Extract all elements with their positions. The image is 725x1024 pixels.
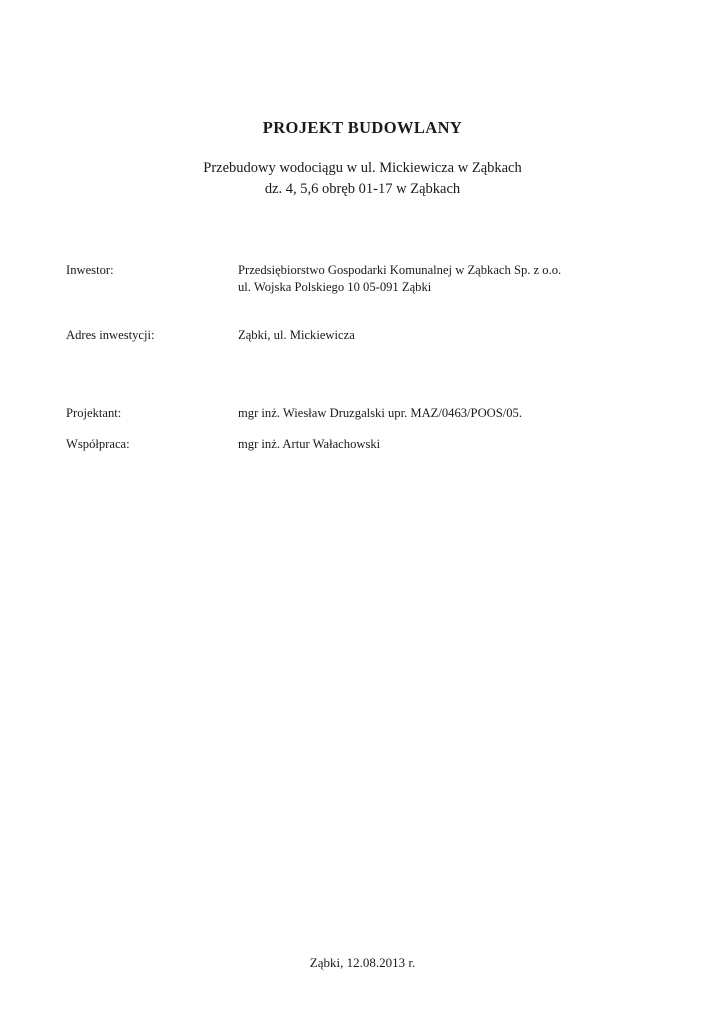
spacer-1 xyxy=(66,296,666,327)
field-row-investor xyxy=(66,262,666,296)
cooperation-label: Współpraca: xyxy=(66,437,130,451)
page-title: PROJEKT BUDOWLANY xyxy=(262,118,463,137)
investor-value-line-2: ul. Wojska Polskiego 10 05-091 Ząbki xyxy=(238,280,432,294)
designer-label: Projektant: xyxy=(66,406,122,420)
subtitle-line-2: dz. 4, 5,6 obręb 01-17 w Ząbkach xyxy=(264,181,461,197)
subtitle-line-1: Przebudowy wodociągu w ul. Mickiewicza w Ząbkach xyxy=(203,160,522,176)
document-subtitle xyxy=(0,158,725,200)
address-value: Ząbki, ul. Mickiewicza xyxy=(238,328,355,342)
footer-date: Ząbki, 12.08.2013 r. xyxy=(309,955,416,970)
field-row-designer xyxy=(66,405,666,422)
cooperation-value: mgr inż. Artur Wałachowski xyxy=(238,437,381,451)
spacer-3 xyxy=(66,422,666,436)
field-row-cooperation xyxy=(66,436,666,453)
spacer-2 xyxy=(66,344,666,405)
document-fields xyxy=(66,262,666,453)
address-label: Adres inwestycji: xyxy=(66,328,155,342)
investor-value-line-1: Przedsiębiorstwo Gospodarki Komunalnej w Ząbkach Sp. z o.o. xyxy=(238,263,562,277)
field-row-address xyxy=(66,327,666,344)
investor-label: Inwestor: xyxy=(66,263,114,277)
investor-value xyxy=(238,262,561,296)
designer-value: mgr inż. Wiesław Druzgalski upr. MAZ/0463/POOS/05. xyxy=(238,406,522,420)
